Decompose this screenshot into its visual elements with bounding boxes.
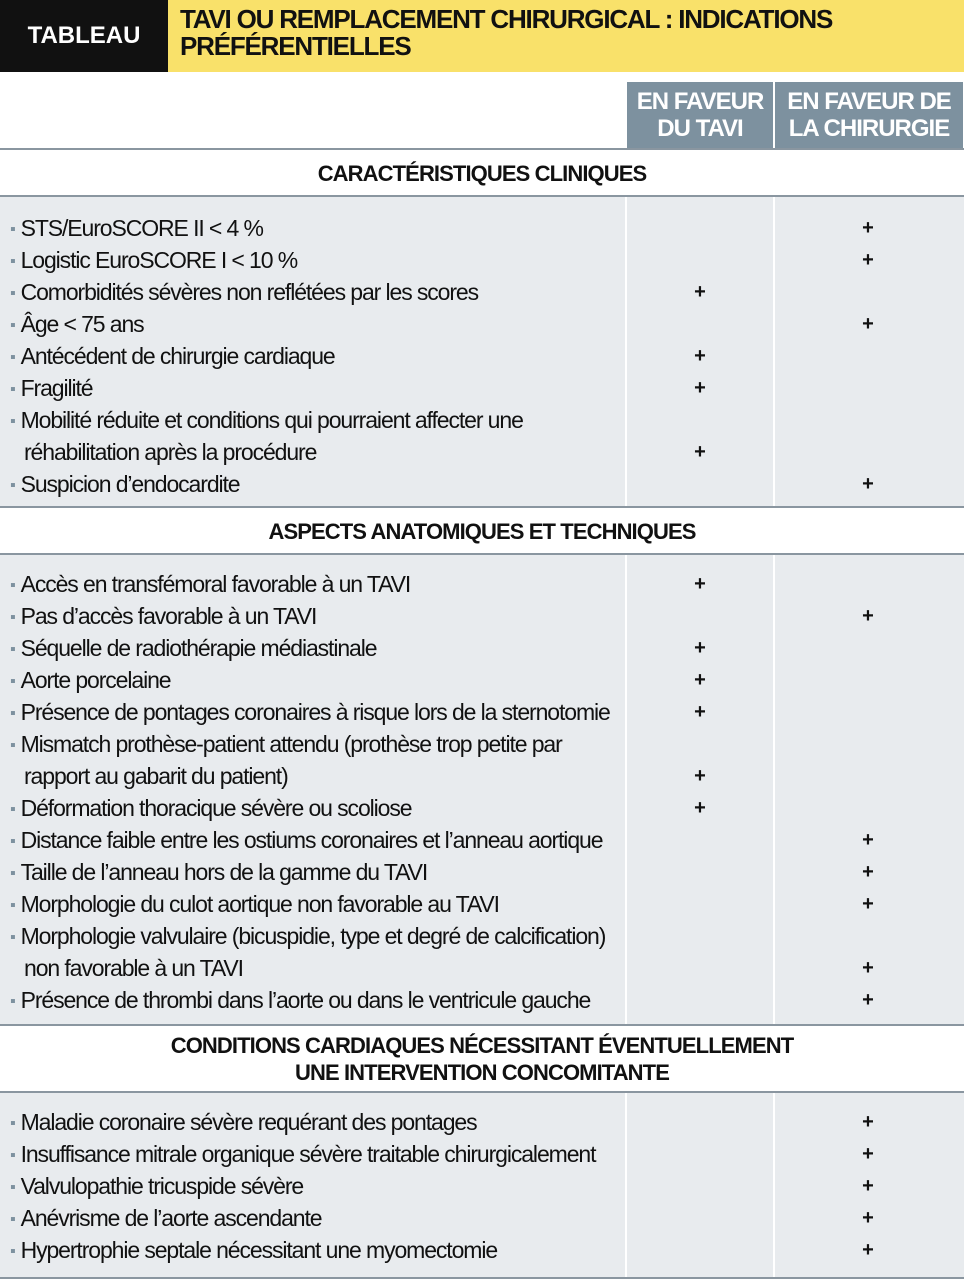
row-label-text: Suspicion d’endocardite (20, 471, 240, 497)
table-row (0, 340, 964, 372)
row-label-text: Antécédent de chirurgie cardiaque (20, 343, 335, 369)
bullet-icon: ▪ (10, 317, 15, 334)
row-label-text: non favorable à un TAVI (24, 955, 243, 981)
chirurgie-mark: + (862, 473, 874, 495)
bullet-icon: ▪ (10, 253, 15, 270)
chirurgie-mark: + (862, 893, 874, 915)
bullet-icon: ▪ (10, 705, 15, 722)
chirurgie-mark: + (862, 605, 874, 627)
table-row (0, 568, 964, 600)
table-row (0, 984, 964, 1016)
chirurgie-mark: + (862, 861, 874, 883)
table-row (0, 372, 964, 404)
row-label-text: Mismatch prothèse-patient attendu (prothèse trop petite par (20, 731, 562, 757)
column-header-tavi (627, 82, 773, 148)
table-row (0, 856, 964, 888)
bullet-icon: ▪ (10, 285, 15, 302)
bullet-icon: ▪ (10, 993, 15, 1010)
bullet-icon: ▪ (10, 1211, 15, 1228)
row-label-text: Présence de thrombi dans l’aorte ou dans le ventricule gauche (20, 987, 591, 1013)
column-header-tavi-line-2: DU TAVI (657, 115, 743, 142)
row-label-text: Mobilité réduite et conditions qui pourraient affecter une (20, 407, 523, 433)
table-row (0, 1170, 964, 1202)
row-label (10, 920, 605, 954)
row-label-text: Fragilité (20, 375, 93, 401)
row-label-text: Morphologie valvulaire (bicuspidie, type et degré de calcification) (20, 923, 606, 949)
row-label-text: Logistic EuroSCORE I < 10 % (20, 247, 298, 273)
table-row (0, 664, 964, 696)
row-label (10, 824, 602, 858)
chirurgie-mark: + (862, 1239, 874, 1261)
table-row (0, 308, 964, 340)
bullet-icon: ▪ (10, 609, 15, 626)
row-label (10, 728, 562, 762)
table-row (0, 468, 964, 500)
bullet-icon: ▪ (10, 673, 15, 690)
row-label-text: Maladie coronaire sévère requérant des pontages (20, 1109, 477, 1135)
row-label (24, 760, 288, 792)
chirurgie-mark: + (862, 217, 874, 239)
tavi-mark: + (694, 669, 706, 691)
section-title-line: CARACTÉRISTIQUES CLINIQUES (317, 160, 647, 186)
table-title-line-2: PRÉFÉRENTIELLES (180, 31, 411, 61)
row-label-text: Hypertrophie septale nécessitant une myomectomie (20, 1237, 498, 1263)
table-row (0, 824, 964, 856)
table-row (0, 696, 964, 728)
row-label-text: Morphologie du culot aortique non favorable au TAVI (20, 891, 499, 917)
bullet-icon: ▪ (10, 221, 15, 238)
chirurgie-mark: + (862, 313, 874, 335)
row-label (10, 244, 297, 278)
bullet-icon: ▪ (10, 929, 15, 946)
section-title (0, 160, 964, 187)
row-label (10, 600, 316, 634)
section-title (0, 1032, 964, 1086)
tavi-mark: + (694, 377, 706, 399)
row-label (10, 856, 427, 890)
bullet-icon: ▪ (10, 641, 15, 658)
chirurgie-mark: + (862, 1175, 874, 1197)
bullet-icon: ▪ (10, 897, 15, 914)
row-label (10, 888, 499, 922)
tavi-mark: + (694, 573, 706, 595)
row-label (10, 568, 410, 602)
divider (0, 506, 964, 508)
row-label (10, 1138, 595, 1172)
table-row (0, 888, 964, 920)
chirurgie-mark: + (862, 957, 874, 979)
table-row (0, 212, 964, 244)
row-label (10, 632, 376, 666)
tavi-mark: + (694, 797, 706, 819)
row-label (10, 212, 263, 246)
table-row (0, 1106, 964, 1138)
table-row (0, 244, 964, 276)
row-label-text: Distance faible entre les ostiums coronaires et l’anneau aortique (20, 827, 603, 853)
row-label-text: Insuffisance mitrale organique sévère traitable chirurgicalement (20, 1141, 596, 1167)
column-header-chirurgie-line-2: LA CHIRURGIE (788, 115, 950, 142)
section-title-line: CONDITIONS CARDIAQUES NÉCESSITANT ÉVENTUELLEMENT (170, 1033, 794, 1058)
row-label-text: Présence de pontages coronaires à risque lors de la sternotomie (20, 699, 610, 725)
row-label (10, 1106, 476, 1140)
row-label (10, 404, 523, 438)
column-header-tavi-line-1: EN FAVEUR (636, 88, 764, 115)
row-label-text: STS/EuroSCORE II < 4 % (20, 215, 263, 241)
row-label (10, 792, 411, 826)
bullet-icon: ▪ (10, 865, 15, 882)
row-label-text: Déformation thoracique sévère ou scoliose (20, 795, 412, 821)
table-title (168, 0, 964, 72)
row-label (10, 1170, 303, 1204)
bullet-icon: ▪ (10, 1243, 15, 1260)
table-row (0, 600, 964, 632)
divider (0, 1024, 964, 1026)
row-label (10, 372, 92, 406)
bullet-icon: ▪ (10, 833, 15, 850)
bullet-icon: ▪ (10, 801, 15, 818)
section-title-line: UNE INTERVENTION CONCOMITANTE (295, 1060, 669, 1085)
row-label-text: Aorte porcelaine (20, 667, 171, 693)
row-label-text: Séquelle de radiothérapie médiastinale (20, 635, 377, 661)
table-row (0, 276, 964, 308)
row-label (10, 664, 170, 698)
column-header-chirurgie-line-1: EN FAVEUR DE (787, 88, 951, 115)
tavi-mark: + (694, 441, 706, 463)
tavi-mark: + (694, 701, 706, 723)
chirurgie-mark: + (862, 829, 874, 851)
row-label-text: Âge < 75 ans (20, 311, 144, 337)
row-label-text: Comorbidités sévères non reflétées par les scores (20, 279, 479, 305)
divider (0, 148, 964, 150)
row-label (10, 984, 590, 1018)
row-label (10, 468, 240, 502)
bullet-icon: ▪ (10, 1115, 15, 1132)
bullet-icon: ▪ (10, 381, 15, 398)
section-title (0, 518, 964, 545)
bullet-icon: ▪ (10, 413, 15, 430)
bullet-icon: ▪ (10, 349, 15, 366)
row-label (10, 1202, 321, 1236)
row-label (10, 276, 478, 310)
table-row (0, 920, 964, 984)
row-label-text: rapport au gabarit du patient) (24, 763, 288, 789)
column-header-chirurgie (775, 82, 963, 148)
table-row (0, 728, 964, 792)
chirurgie-mark: + (862, 1143, 874, 1165)
row-label (10, 308, 144, 342)
section-title-line: ASPECTS ANATOMIQUES ET TECHNIQUES (268, 518, 696, 544)
table-row (0, 404, 964, 468)
bullet-icon: ▪ (10, 577, 15, 594)
row-label-text: réhabilitation après la procédure (24, 439, 317, 465)
bullet-icon: ▪ (10, 1147, 15, 1164)
row-label (10, 696, 610, 730)
tavi-mark: + (694, 637, 706, 659)
row-label-text: Pas d’accès favorable à un TAVI (20, 603, 317, 629)
table-row (0, 1138, 964, 1170)
row-label-text: Anévrisme de l’aorte ascendante (20, 1205, 322, 1231)
row-label (10, 340, 335, 374)
bullet-icon: ▪ (10, 1179, 15, 1196)
chirurgie-mark: + (862, 1111, 874, 1133)
row-label-text: Accès en transfémoral favorable à un TAVI (20, 571, 411, 597)
table-row (0, 792, 964, 824)
row-label (24, 436, 316, 468)
tavi-mark: + (694, 765, 706, 787)
chirurgie-mark: + (862, 989, 874, 1011)
table-title-line-1: TAVI OU REMPLACEMENT CHIRURGICAL : INDICATIONS (180, 4, 833, 34)
tavi-mark: + (694, 281, 706, 303)
table-row (0, 632, 964, 664)
row-label-text: Taille de l’anneau hors de la gamme du TAVI (20, 859, 428, 885)
tavi-mark: + (694, 345, 706, 367)
row-label (10, 1234, 497, 1268)
table-row (0, 1234, 964, 1266)
chirurgie-mark: + (862, 1207, 874, 1229)
bullet-icon: ▪ (10, 477, 15, 494)
divider (0, 1277, 964, 1279)
bullet-icon: ▪ (10, 737, 15, 754)
row-label-text: Valvulopathie tricuspide sévère (20, 1173, 304, 1199)
chirurgie-mark: + (862, 249, 874, 271)
row-label (24, 952, 243, 984)
title-bar (0, 0, 964, 72)
table-row (0, 1202, 964, 1234)
tableau-tag: TABLEAU (0, 0, 168, 72)
